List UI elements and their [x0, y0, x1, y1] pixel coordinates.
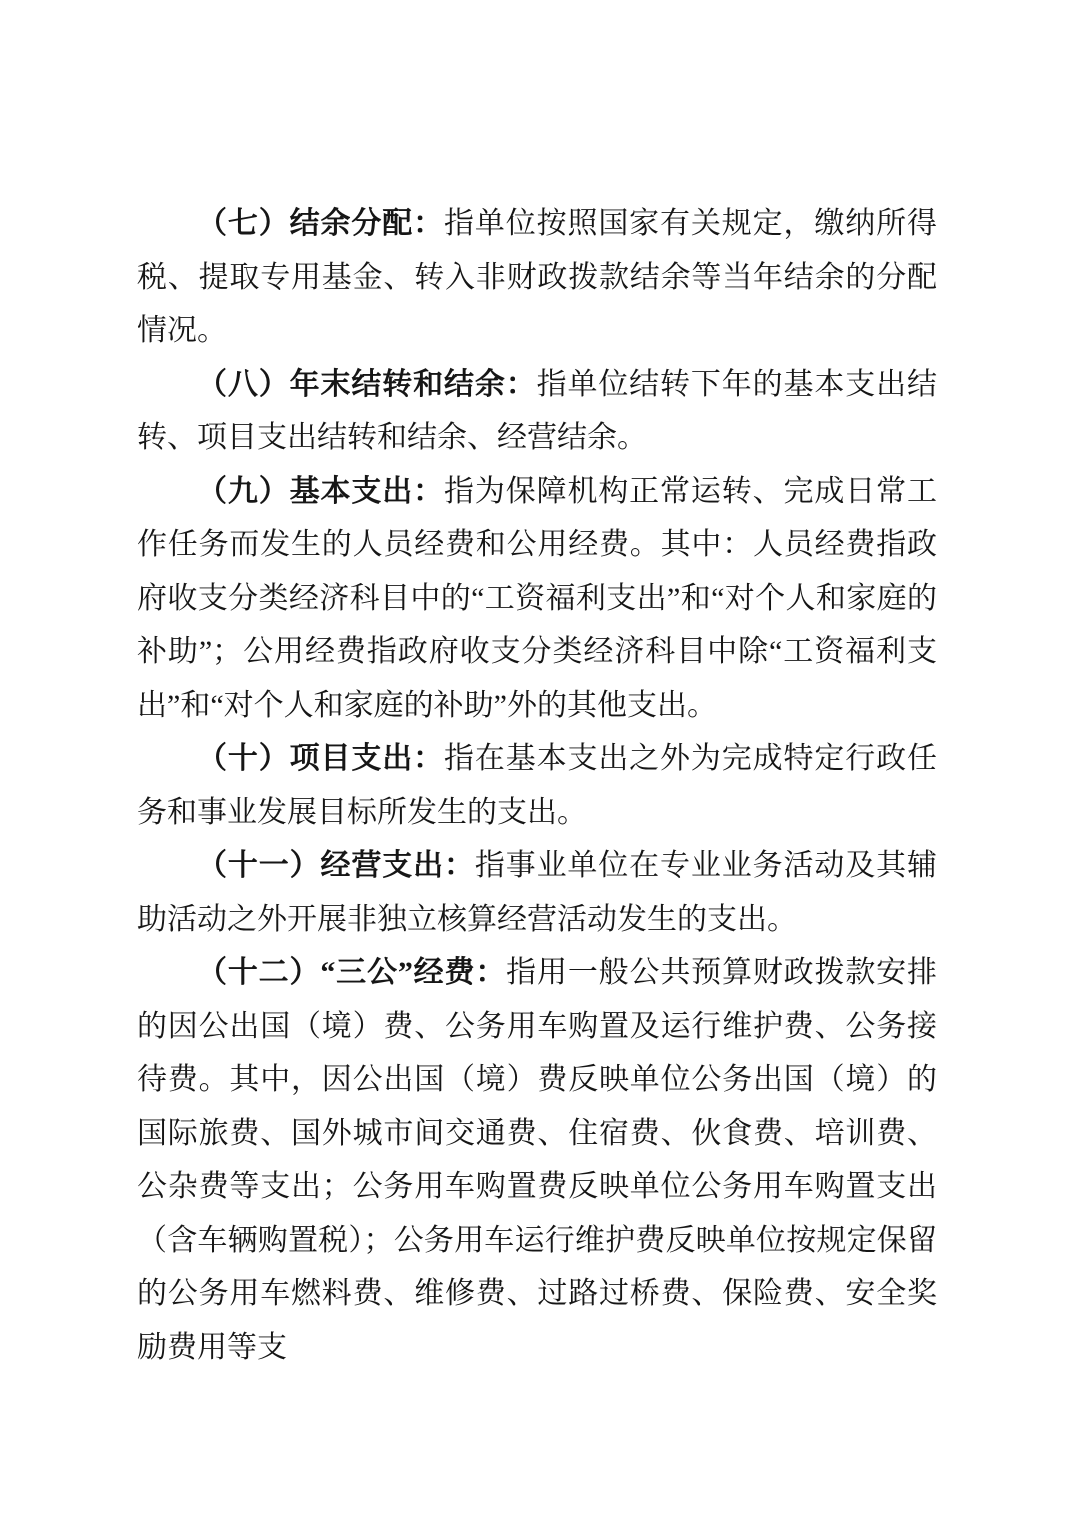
- paragraph-item-8: [137, 358, 937, 465]
- paragraph-heading: （九）基本支出：: [197, 474, 444, 508]
- paragraph-heading: （十二）“三公”经费：: [197, 956, 507, 989]
- paragraph-body: 指用一般公共预算财政拨款安排的因公出国（境）费、公务用车购置及运行维护费、公务接待费。其中，因公出国（境）费反映单位公务出国（境）的国际旅费、国外城市间交通费、住宿费、伙食费、培训费、公杂费等支出；公务用车购置费反映单位公务用车购置支出（含车辆购置税）；公务用车运行维护费反映单位按规定保留的公务用车燃料费、维修费、过路过桥费、保险费、安全奖励费用等支: [137, 956, 938, 1364]
- paragraph-heading: （十）项目支出：: [197, 742, 444, 775]
- paragraph-body: 指单位结转下年的基本支出结转、项目支出结转和结余、经营结余。: [137, 367, 938, 454]
- paragraph-body: 指单位按照国家有关规定，缴纳所得税、提取专用基金、转入非财政拨款结余等当年结余的分配情况。: [137, 207, 938, 347]
- paragraph-body: 指事业单位在专业业务活动及其辅助活动之外开展非独立核算经营活动发生的支出。: [137, 849, 938, 936]
- paragraph-heading: （十一）经营支出：: [197, 849, 475, 882]
- paragraph-item-11: [137, 839, 937, 946]
- paragraph-item-10: [137, 732, 937, 839]
- paragraph-item-7: [137, 197, 937, 358]
- paragraph-body: 指在基本支出之外为完成特定行政任务和事业发展目标所发生的支出。: [137, 742, 938, 829]
- paragraph-heading: （八）年末结转和结余：: [197, 367, 537, 401]
- text-block: [137, 197, 937, 1374]
- paragraph-heading: （七）结余分配：: [197, 207, 444, 240]
- paragraph-item-12: [137, 946, 937, 1374]
- paragraph-item-9: [137, 465, 937, 733]
- paragraph-body: 指为保障机构正常运转、完成日常工作任务而发生的人员经费和公用经费。其中：人员经费指政府收支分类经济科目中的“工资福利支出”和“对个人和家庭的补助”；公用经费指政府收支分类经济科目中除“工资福利支出”和“对个人和家庭的补助”外的其他支出。: [137, 474, 938, 722]
